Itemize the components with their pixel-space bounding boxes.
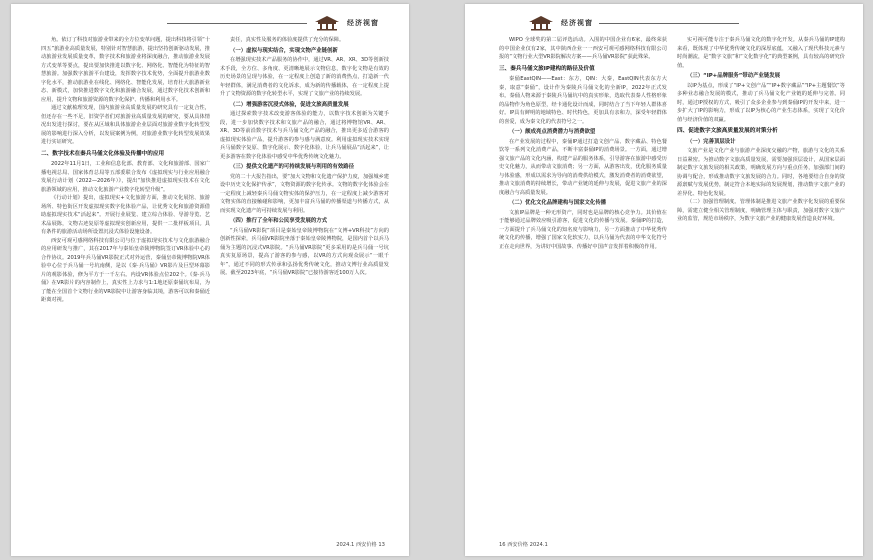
page-footer: 2024.1 西安价格 13	[336, 542, 385, 548]
page-footer: 16 西安价格 2024.1	[499, 542, 548, 548]
left-page-header	[167, 14, 379, 32]
article-paragraph: 西安可观可感网络科技有限公司与位于虚拟现实技术与文化旅游融合的应用研发与推广，其在2017年与秦始皇帝陵博物院签订VR体验中心的合作协议。2019年兵马俑VR影院正式对外运营，秦俑皇帝陵博物院VR体验中心位于兵马俑一号坑南侧，是以《秦·兵马俑》VR影片及巨型环幕影片的观影体验，修为平方于一千左右。内设VR体验点位202个。《秦·兵马俑》在VR影片的内容制作上，真实性上力求与1:1地还原秦俑坑布局，为了能在全国首个文物行业的VR影院中让游客身临其境，游客可以和秦俑近距离对视。	[41, 237, 210, 303]
section-heading: （二）优化文化品牌建构与国家文化传播	[509, 200, 607, 206]
header-rule	[599, 23, 739, 24]
article-paragraph: 通过探索数字技术改变游客体验的能力，以数字技术创新为关键手段，进一步加快数字技术和文旅产品的融合，通过将博物馆VR、AR、XR、3D等前沿数字技术与兵马俑文化产品的融合，推出更多适合游客的虚拟现实体验产品，提升游客的参与感与满意度。利用虚拟现实技术实现兵马俑数字复原、数字化展示、数字化体验，让兵马俑展品“活起来”，让更多游客在数字化体验中感受中华优秀传统文化魅力。	[220, 111, 389, 160]
right-column-2	[677, 36, 845, 530]
article-paragraph: 以IP为基点，形成了“IP+文创产品”“IP+数字藏品”“IP+主题餐饮”等多种业态融合发展的模式，推动了兵马俑文化产业链的延伸与完善。同时，通过IP授权的方式，吸引了众多企业参与到秦俑IP的开发中来，进一步扩大了IP的影响力，形成了以IP为核心的产业生态体系，实现了文化价值与经济价值的双赢。	[677, 82, 845, 123]
article-paragraph: 党的二十大报告指出，要“加大文物和文化遗产保护力度，加强城乡建设中历史文化保护传承”，文物资源的数字化传承。文物的数字化体验会在一定程度上减轻秦兵马俑文物实体的保护压力，在一定程度上减少游客对文物实体的直接触碰和影响，更加丰富兵马俑的传播渠道与传播方式，从而实现文化遗产的可持续发展与利用。	[220, 173, 389, 214]
journal-title: 经济视窗	[561, 19, 593, 27]
section-heading: （三）提供文化遗产的可持续发展与利用的有效路径	[230, 164, 354, 170]
section-heading: 二、数字技术在秦兵马俑文化体验及传播中的应用	[41, 150, 165, 157]
left-column-2	[220, 36, 389, 530]
section-heading: （三）“IP+品牌服务”带动产业链发展	[687, 73, 781, 79]
article-paragraph: WIPO 全球奖的第二届评选活动。入围的中国企业有6家，最终荣获的中国企业仅有2家，其中陕西企业一一西安可观可感网络科技有限公司报的“文物行业大型VR影院解决方案——兵马俑VR影院”获此殊荣。	[499, 37, 667, 60]
right-page	[465, 4, 863, 556]
section-heading: 三、秦兵马俑文旅IP建构的路径及价值	[499, 65, 595, 72]
article-paragraph: （二）加强管理制度。管理体制是推进文旅产业数字化发展的重要保障，需建立健全相关管理制度，明确管理主体与职责，加强对数字文旅产业的监管，规范市场秩序，为数字文旅产业的健康发展营造良好环境。	[677, 199, 845, 222]
section-heading: （一）颇成亮点消费潜力与消费欲望	[509, 129, 596, 135]
left-column-1	[41, 36, 210, 530]
article-paragraph: 文旅产业是文化产业与旅游产业深度交融的产物，旅游与文化的关系日益紧密。为推动数字文旅高质量发展，需要加强顶层设计，从国家层面制定数字文旅发展的相关政策，明确发展方向与重点任务，加强部门间的协调与配合，形成推动数字文旅发展的合力。同时，各地要结合自身的资源禀赋与发展优势，制定符合本地实际的发展规划，推动数字文旅产业的差异化、特色化发展。	[677, 148, 845, 197]
article-paragraph: 文旅IP品牌是一种无形资产，同时也是品牌的核心竞争力。其价值在于能够通过品牌效应吸引游客，促进文化的传播与发展。秦俑IP的打造，一方面提升了兵马俑文化的知名度与影响力，另一方面推动了中华优秀传统文化的传播，增强了国家文化软实力，以兵马俑为代表的中华文化符号正在走向世界，为讲好中国故事、传播好中国声音发挥着积极的作用。	[499, 209, 667, 250]
article-paragraph: 《行动计划》提出，虚拟现实+文化旅游方面，推动文化展馆、旅游场所、特色街区开发虚拟现实数字化体验产品，让优秀文化和旅游资源借助虚拟现实技术“活起来”。开展行业展览、建立综合体验、导游导览、艺术品展陈，文物古迹复原等虚拟现实创新应用，提供一二批样板项目。具有条件的旅游活动场所设置沉浸式体验设施设备。	[41, 195, 210, 235]
article-paragraph: 在产业发展的过程中，秦俑IP通过打造文创产品、数字藏品、特色餐饮等一系列文化消费产品，不断丰富秦俑IP的消费场景。一方面，通过增强文旅产品的文化内涵，构建产品的服务体系，引导游客在旅游中感受历史文化魅力，从而带动文旅消费；另一方面，从游客出发，优化服务质量与体验感，形成以需求为导向的消费供给模式，激发消费者的消费欲望，推动文旅消费的持续增长，带动产业链的延伸与发展，促进文旅产业的深度融合与高质量发展。	[499, 138, 667, 196]
article-paragraph: “兵马俑VR影院”项目是秦始皇帝陵博物院在“文博+VR科技”方向的创新性探索，兵马俑VR影院坐落于秦始皇帝陵博物院，是国内首个以兵马俑为主题的沉浸式VR影院。“兵马俑VR影院”更多采用的是兵马俑一号坑真实复原场景，提高了游客的参与感，以VR的方式向观众展示“一眼千年”，通过不同的形式传承和弘扬优秀传统文化，推动文博行业高质量发展。截至2023年底，“兵马俑VR影院”已接待游客近100万人次。	[220, 227, 389, 276]
journal-title: 经济视窗	[347, 19, 379, 27]
article-paragraph: 实可视可能专注于秦兵马俑文化的数字化开发。从秦兵马俑的IP建构来看，既体现了中华优秀传统文化的深厚底蕴，又融入了现代科技元素与时尚潮流，是“数字文旅”和“文化数字化”的典型案例，具有较高的研究价值。	[677, 37, 845, 69]
article-paragraph: 在增强现实技术产品服务的协作中，通过VR、AR、XR、3D等创新技术手段，全方位、多角度、更清晰地展示文物信息，数字化文物是有效的历史场景的呈现与体验，在一定程度上创造了新的消费热点，打造新一代年轻群体，满足消费者的文化诉求，成为新的传播载体，在一定程度上提升了文物资源的数字化转型水平，实现了文旅产业的持续发展。	[220, 57, 389, 97]
temple-logo-icon	[527, 15, 555, 31]
header-rule	[167, 23, 307, 24]
section-heading: （四）推行了全年和公民享受发展的方式	[230, 218, 328, 224]
section-heading: 四、促进数字文旅高质量发展的对策分析	[677, 128, 778, 134]
section-heading: （一）虚拟与现实结合，实现文物产业链创新	[230, 47, 338, 54]
article-paragraph: 秦俑EastQIN——East：东方，QIN：大秦，EastQIN代表东方大秦，取意“秦俑”，设计作为秦陵兵马俑文化的全新IP，2022年正式发布。秦俑人物来源于秦陵兵马俑坑中的真实形象，选取代表秦人性格形象的品物作为角色原型，经卡通化设计而成，同时结合了当下年轻人群体喜好。IP具有鲜明的地域特色、时代特色，更加具有亲和力，深受年轻群体的喜爱，成为秦文化的代表符号之一。	[499, 76, 667, 125]
temple-logo-icon	[313, 15, 341, 31]
right-column-1	[499, 36, 667, 530]
article-paragraph: 通过文献梳理发现，国内旅游业高质量发展的研究具有一定复合性，但还存在一些不足，旧资学者们对旅游业高质量发展的研究，要从具体情况出发进行探讨，要在从区域和具体旅游企业层面对旅游业数字化转型发展的影响进行深入分析，以发展案例为例，对旅游业数字化转型发展效果进行实证研究。	[41, 105, 210, 145]
section-heading: （一）完善顶层设计	[687, 138, 736, 145]
right-page-header	[527, 14, 739, 32]
article-paragraph: 责任，真实性及服务的体验度提供了充分的保障。	[230, 37, 345, 43]
left-page	[11, 4, 409, 556]
article-paragraph: 角。依订了科技对旅游业带来的全方位变革问题，提出科技将引领“十四五”旅游业高质量发展，特别针对智慧旅游，提出坚持创新驱动发展，推动旅游业发展质量变革，数字技术和旅游业将深度融合，推动旅游业发展方式变革等要点，提出要加快推进以数字化、网络化、智能化为特征的智慧旅游。加强数字旅游平台建设，发挥数字技术优势，全面提升旅游业数字化水平，推动旅游业在线化、网络化、智能化发展，培育壮大旅游新业态、新模式，加快推进数字文化和旅游融合发展，通过数字化技术创新和应用，提升文物和旅游资源的数字化保护、传播和利用水平。	[41, 37, 210, 103]
article-paragraph: 2022年11月1日，工业和信息化部、教育部、文化和旅游部、国家广播电视总局、国家体育总局等五部委联合发布《虚拟现实与行业应用融合发展行动计划（2022—2026年）》，提出“加快推进虚拟现实技术在文化旅游领域的应用，推动文化旅游产业数字化转型升级”。	[41, 161, 210, 193]
section-heading: （二）增强游客沉浸式体验，促进文旅高质量发展	[230, 101, 349, 108]
